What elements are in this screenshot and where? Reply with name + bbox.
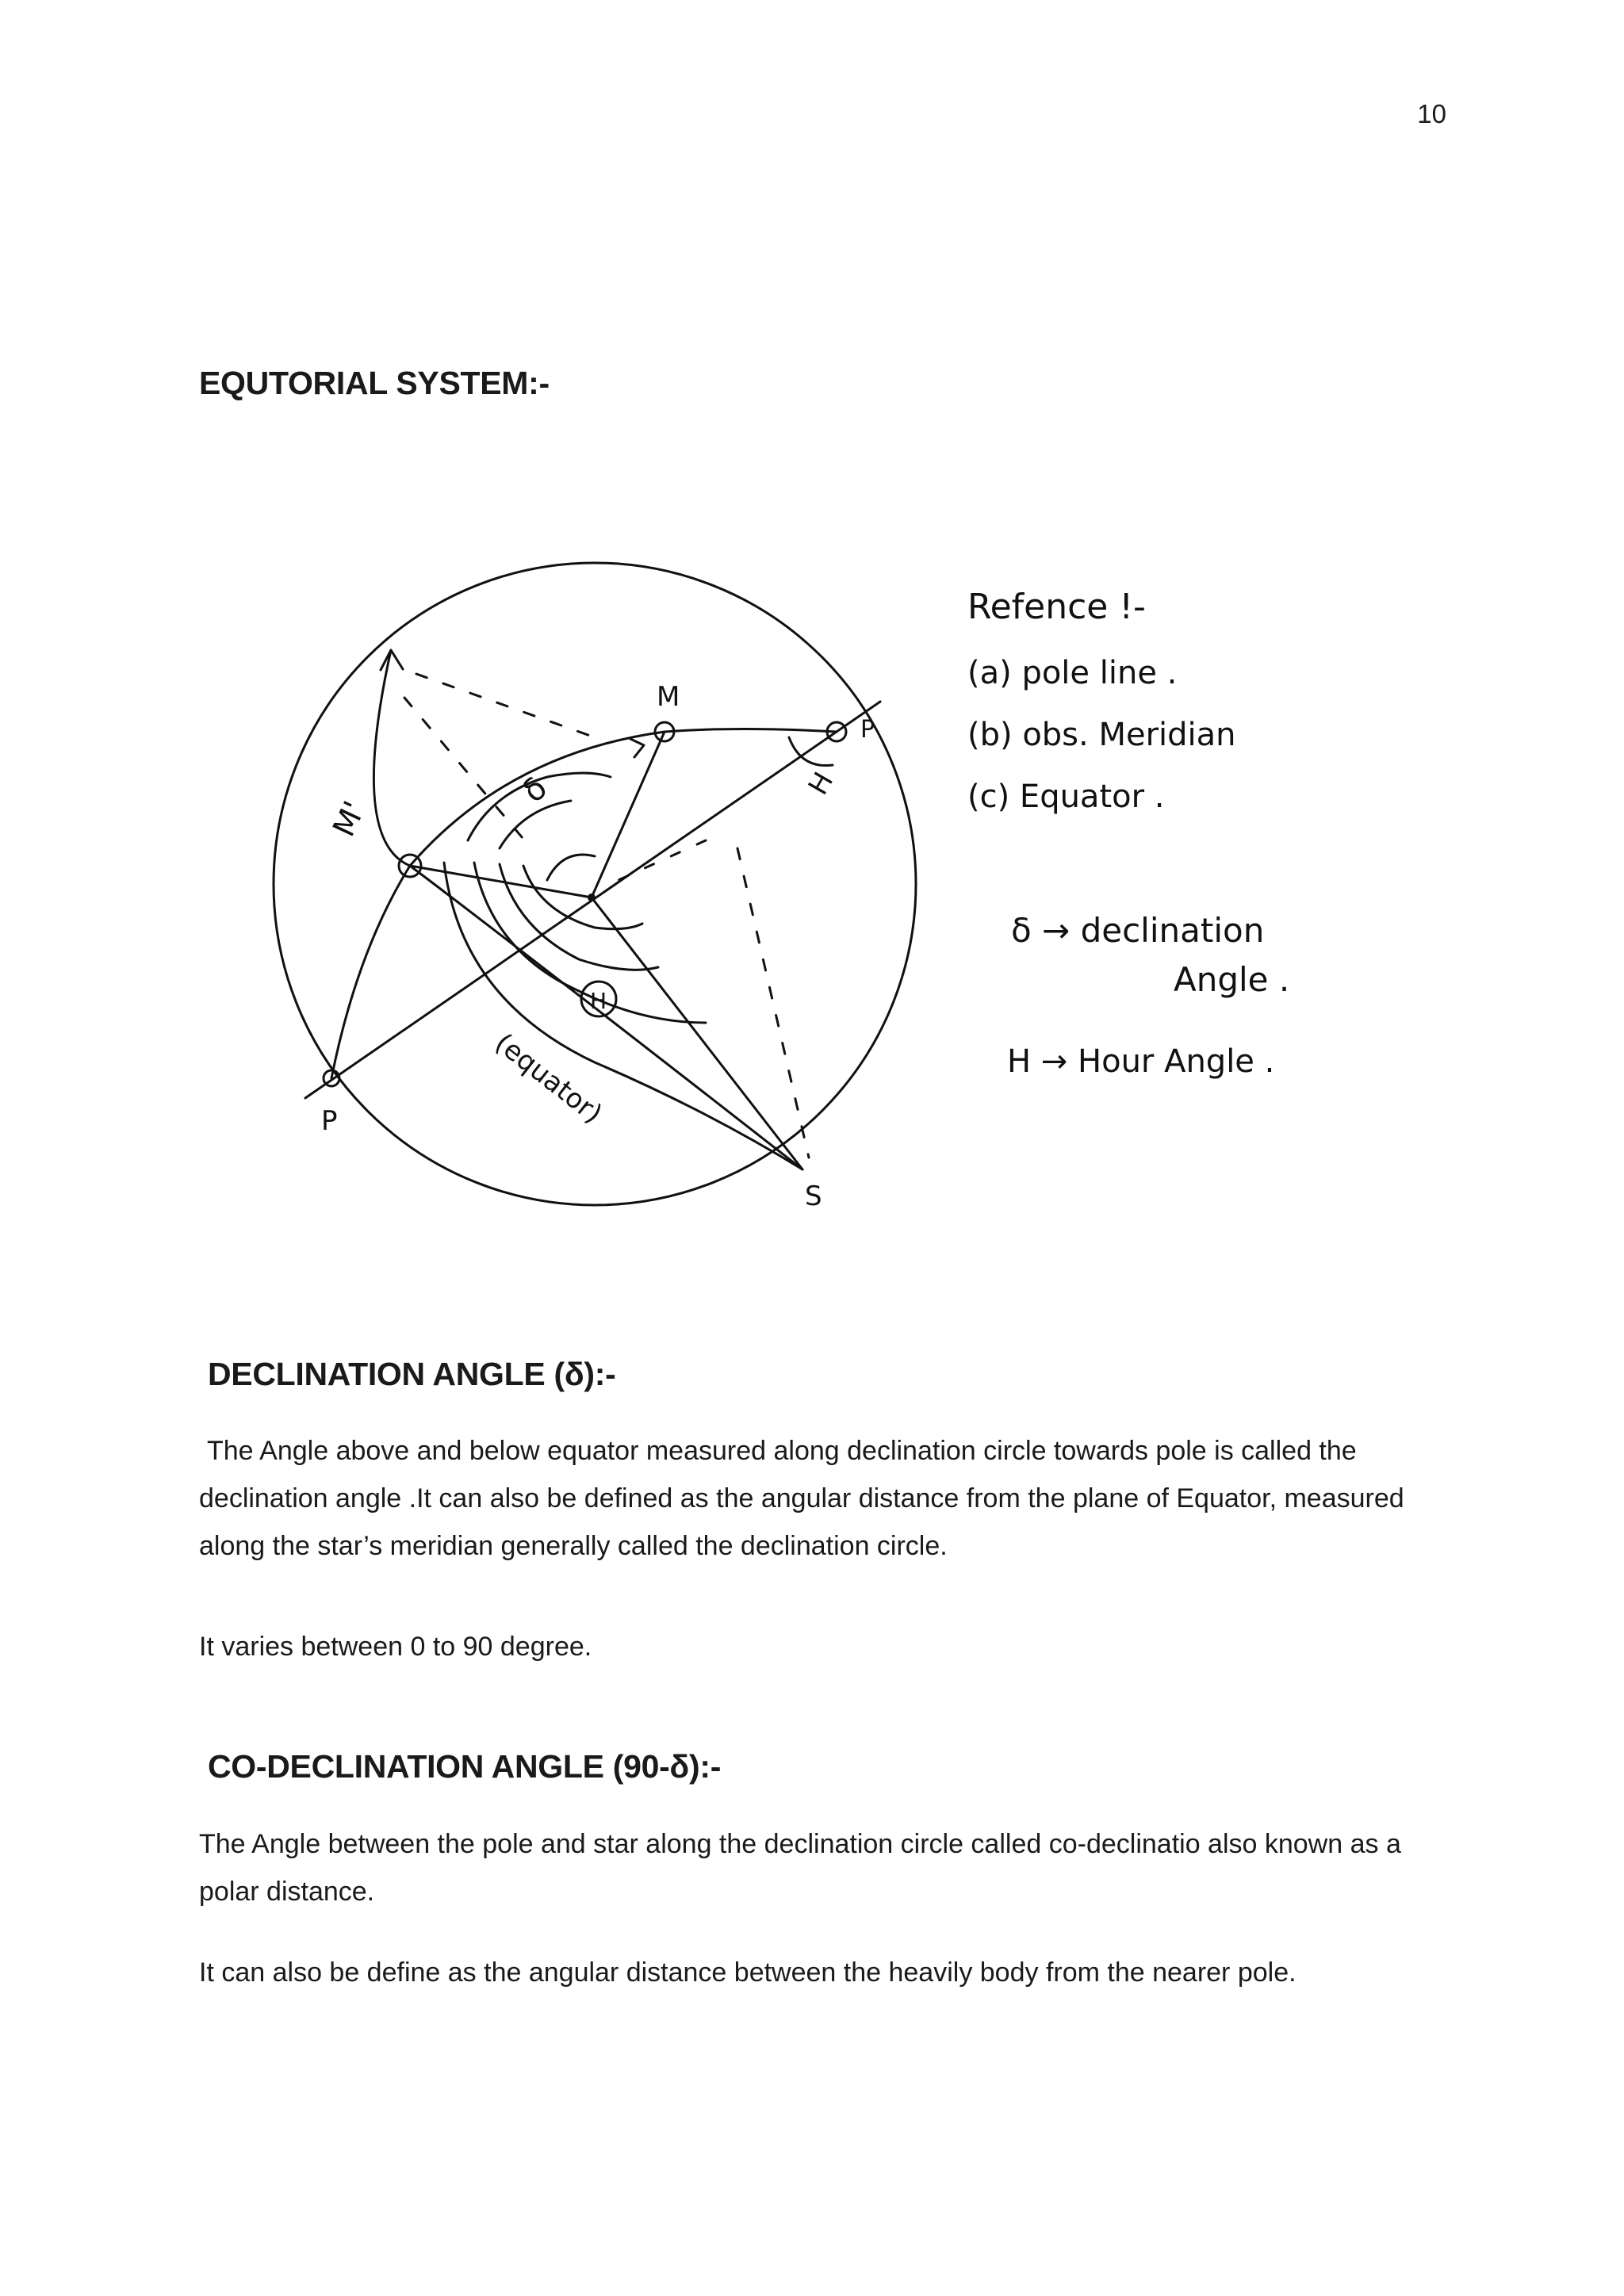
label-s: S — [805, 1181, 822, 1212]
hour-circle-left — [331, 732, 665, 1078]
center-to-m — [592, 732, 665, 897]
label-h-circled: H — [590, 988, 607, 1014]
label-p-left: P — [321, 1105, 338, 1137]
reference-delta-line-1: δ → declination — [1011, 911, 1265, 950]
label-m-prime: M' — [326, 795, 373, 842]
inner-arc — [547, 855, 595, 880]
dashed-line-3 — [737, 848, 809, 1158]
reference-item-a: (a) pole line . — [967, 655, 1178, 691]
reference-h-line: H → Hour Angle . — [1007, 1043, 1275, 1080]
arrow-top — [381, 650, 403, 670]
meridian-pm — [665, 729, 837, 733]
declination-range-paragraph: It varies between 0 to 90 degree. — [199, 1632, 592, 1662]
delta-arc-2 — [500, 801, 571, 848]
center-to-s — [592, 897, 802, 1169]
label-h: H — [802, 767, 841, 801]
reference-delta-line-2: Angle . — [1174, 960, 1290, 999]
equator-arc-4 — [523, 866, 642, 929]
label-equator: (equator) — [488, 1027, 608, 1131]
equatorial-system-heading: EQUTORIAL SYSTEM:- — [199, 365, 550, 401]
reference-item-b: (b) obs. Meridian — [967, 717, 1236, 753]
page-number: 10 — [1417, 99, 1446, 128]
dashed-line-1 — [416, 674, 595, 737]
codeclination-alternate-paragraph: It can also be define as the angular distance between the heavily body from the nearer pole. — [199, 1957, 1297, 1988]
equatorial-system-diagram — [262, 507, 1388, 1253]
dashed-line-2 — [404, 698, 531, 848]
declination-angle-heading: DECLINATION ANGLE (δ):- — [208, 1356, 616, 1392]
codeclination-definition-paragraph: The Angle between the pole and star along the declination circle called co-declinatio also known as a polar distance. — [199, 1829, 1401, 1907]
label-m: M — [657, 681, 680, 713]
label-delta: δ — [515, 769, 554, 810]
declination-definition-paragraph: The Angle above and below equator measured along declination circle towards pole is called the declination angle .It can also be defined as the angular distance from the plane of Equator, measured along the star’s meridian generally called the declination circle. — [199, 1436, 1404, 1561]
reference-title: Refence !- — [967, 587, 1146, 627]
equator-arc-1 — [444, 863, 802, 1169]
codeclination-angle-heading: CO-DECLINATION ANGLE (90-δ):- — [208, 1748, 722, 1785]
arrow-m — [630, 739, 644, 757]
reference-item-c: (c) Equator . — [967, 779, 1165, 815]
label-p-right: P — [860, 716, 875, 744]
